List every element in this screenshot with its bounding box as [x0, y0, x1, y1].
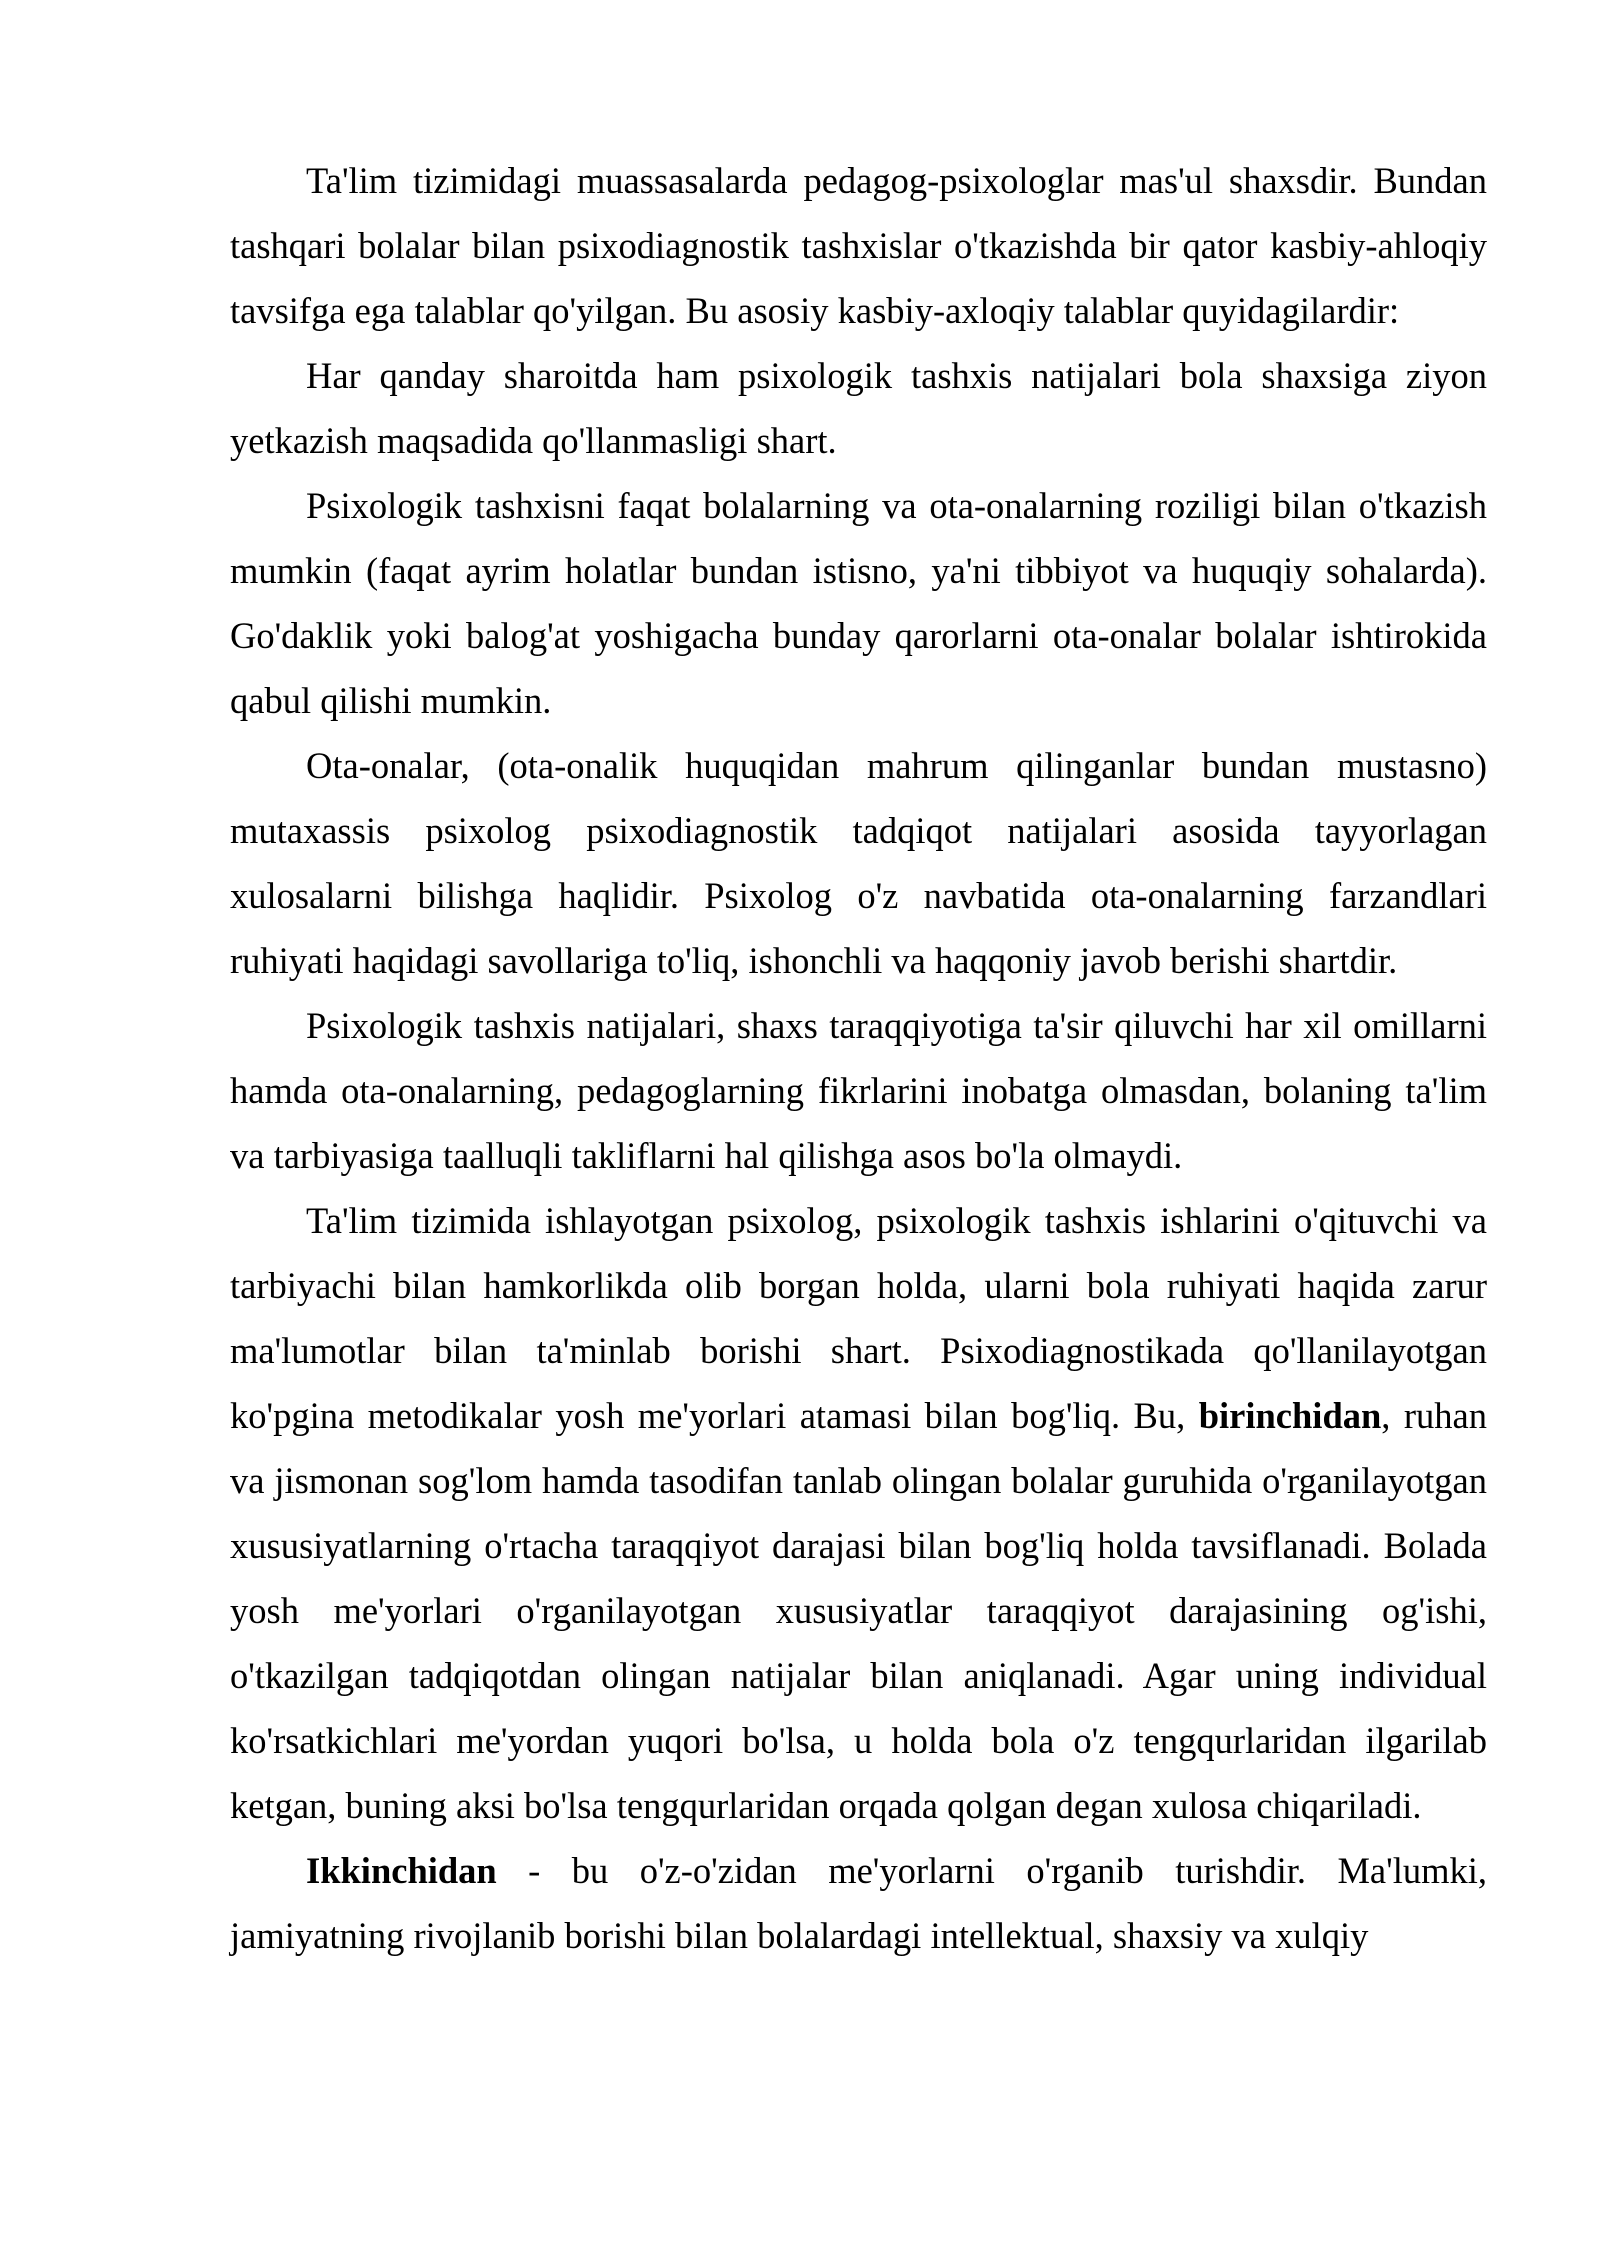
emphasis-birinchidan: birinchidan: [1198, 1395, 1382, 1436]
paragraph-age-norms: [230, 1188, 1487, 1838]
paragraph-age-norms-text-start: Ta'lim tizimida ishlayotgan psixolog, psixologik tashxis ishlarini o'qituvchi va tarbiyachi bilan hamkorlikda olib borgan holda, ularni bola ruhiyati haqida zarur ma'lumotlar bilan ta'minlab borishi shart. Psixodiagnostikada qo'llanilayotgan ko'pgina metodikalar yosh me'yorlari atamasi bilan bog'liq. Bu,: [230, 1200, 1487, 1436]
paragraph-secondly: [230, 1838, 1487, 1968]
document-page: [230, 148, 1487, 1968]
paragraph-age-norms-text-end: , ruhan va jismonan sog'lom hamda tasodifan tanlab olingan bolalar guruhida o'rganilayotgan xususiyatlarning o'rtacha taraqqiyot darajasi bilan bog'liq holda tavsiflanadi. Bolada yosh me'yorlari o'rganilayotgan xususiyatlar taraqqiyot darajasining og'ishi, o'tkazilgan tadqiqotdan olingan natijalar bilan aniqlanadi. Agar uning individual ko'rsatkichlari me'yordan yuqori bo'lsa, u holda bola o'z tengqurlaridan ilgarilab ketgan, buning aksi bo'lsa tengqurlaridan orqada qolgan degan xulosa chiqariladi.: [230, 1395, 1487, 1826]
paragraph-intro: Ta'lim tizimidagi muassasalarda pedagog-psixologlar mas'ul shaxsdir. Bundan tashqari bolalar bilan psixodiagnostik tashxislar o'tkazishda bir qator kasbiy-ahloqiy tavsifga ega talablar qo'yilgan. Bu asosiy kasbiy-axloqiy talablar quyidagilardir:: [230, 160, 1487, 331]
emphasis-ikkinchidan: Ikkinchidan: [306, 1850, 497, 1891]
paragraph-diagnosis-results: Psixologik tashxis natijalari, shaxs taraqqiyotiga ta'sir qiluvchi har xil omillarni hamda ota-onalarning, pedagoglarning fikrlarini inobatga olmasdan, bolaning ta'lim va tarbiyasiga taalluqli takliflarni hal qilishga asos bo'la olmaydi.: [230, 1005, 1487, 1176]
paragraph-requirement-no-harm: Har qanday sharoitda ham psixologik tashxis natijalari bola shaxsiga ziyon yetkazish maqsadida qo'llanmasligi shart.: [230, 355, 1487, 461]
paragraph-secondly-text: - bu o'z-o'zidan me'yorlarni o'rganib turishdir. Ma'lumki, jamiyatning rivojlanib borishi bilan bolalardagi intellektual, shaxsiy va xulqiy: [230, 1850, 1487, 1956]
paragraph-requirement-consent: Psixologik tashxisni faqat bolalarning va ota-onalarning roziligi bilan o'tkazish mumkin (faqat ayrim holatlar bundan istisno, ya'ni tibbiyot va huquqiy sohalarda). Go'daklik yoki balog'at yoshigacha bunday qarorlarni ota-onalar bolalar ishtirokida qabul qilishi mumkin.: [230, 485, 1487, 721]
paragraph-parents-rights: Ota-onalar, (ota-onalik huquqidan mahrum qilinganlar bundan mustasno) mutaxassis psixolog psixodiagnostik tadqiqot natijalari asosida tayyorlagan xulosalarni bilishga haqlidir. Psixolog o'z navbatida ota-onalarning farzandlari ruhiyati haqidagi savollariga to'liq, ishonchli va haqqoniy javob berishi shartdir.: [230, 745, 1487, 981]
